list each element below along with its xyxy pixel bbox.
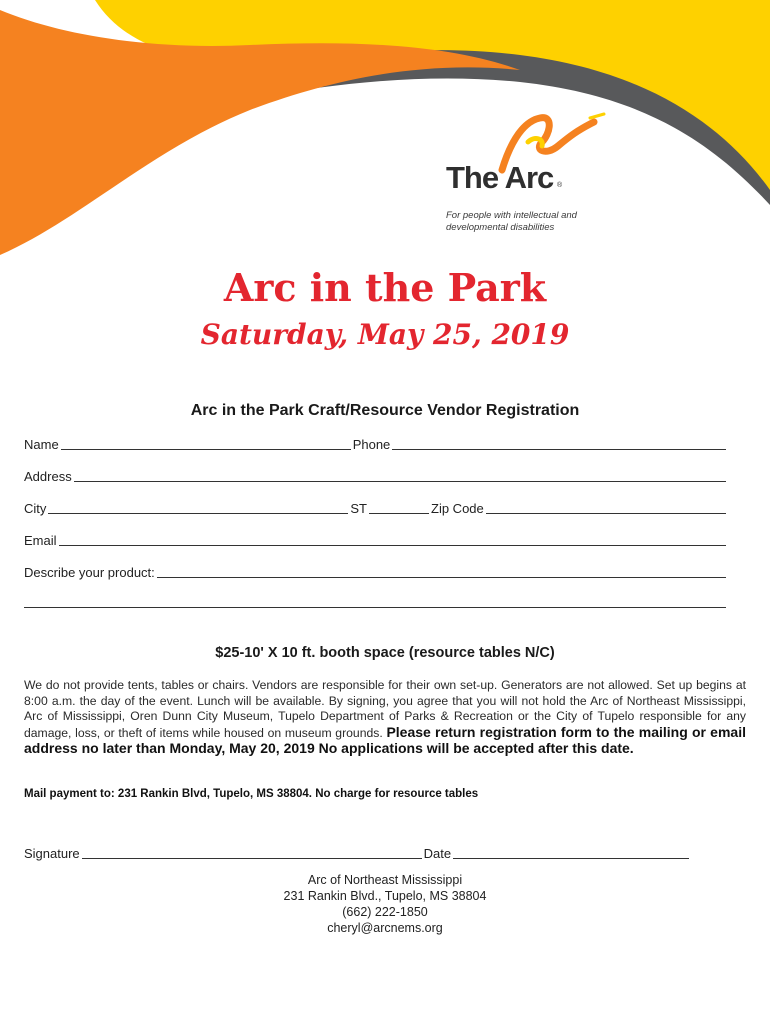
footer-org: Arc of Northeast Mississippi [307,873,463,887]
event-title: Arc in the Park [223,265,547,310]
email-field[interactable] [59,535,726,546]
registered-mark: ® [557,182,563,189]
signature-field[interactable] [82,848,422,859]
deadline-notice: Please return registration form to the mailing or email address no later than Monday, May 20, 2019 No applications will be accepted after this date. [24,723,746,756]
describe-field-line-2[interactable] [24,597,726,608]
signature-label: Signature [24,846,80,861]
the-arc-logo [440,112,600,242]
event-date: Saturday, May 25, 2019 [200,318,570,351]
describe-continuation-row [24,597,728,610]
date-label: Date [423,846,452,861]
contact-footer [0,872,770,936]
signature-row [24,846,704,861]
name-field[interactable] [61,439,351,450]
phone-label: Phone [352,437,391,452]
logo-tagline: For people with intellectual and developmental disabilities [446,210,577,233]
terms-paragraph [24,678,746,758]
email-row [24,533,728,548]
name-phone-row [24,437,728,452]
footer-email[interactable]: cheryl@arcnems.org [327,921,443,935]
name-label: Name [24,437,59,452]
booth-pricing: $25-10' X 10 ft. booth space (resource tables N/C) [215,645,555,661]
state-label: ST [350,501,368,516]
email-label: Email [24,533,57,548]
describe-field[interactable] [157,567,726,578]
zip-field[interactable] [486,503,726,514]
phone-field[interactable] [392,439,726,450]
address-field[interactable] [74,471,726,482]
describe-label: Describe your product: [24,565,155,580]
city-state-zip-row [24,501,728,516]
footer-address: 231 Rankin Blvd., Tupelo, MS 38804 [283,889,487,903]
city-field[interactable] [48,503,348,514]
mail-payment-note: Mail payment to: 231 Rankin Blvd, Tupelo, MS 38804. No charge for resource tables [24,788,479,800]
state-field[interactable] [369,503,429,514]
date-field[interactable] [453,848,689,859]
address-label: Address [24,469,72,484]
address-row [24,469,728,484]
describe-row [24,565,728,580]
city-label: City [24,501,47,516]
form-heading: Arc in the Park Craft/Resource Vendor Registration [190,402,580,419]
footer-phone: (662) 222-1850 [342,905,428,919]
zip-label: Zip Code [431,501,484,516]
logo-name: The Arc [446,160,554,195]
terms-text: We do not provide tents, tables or chairs. Vendors are responsible for their own set-up. Generators are not allowed. Set up begins at 8:00 a.m. the day of the event. Lunch will be available. By signing, you agree that you will not hold the Arc of Northeast Mississippi, Arc of Mississippi, Oren Dunn City Museum, Tupelo Department of Parks & Recreation or the City of Tupelo responsible for any damage, loss, or theft of items while housed on museum grounds. [24,678,746,740]
header-banner [0,0,770,270]
